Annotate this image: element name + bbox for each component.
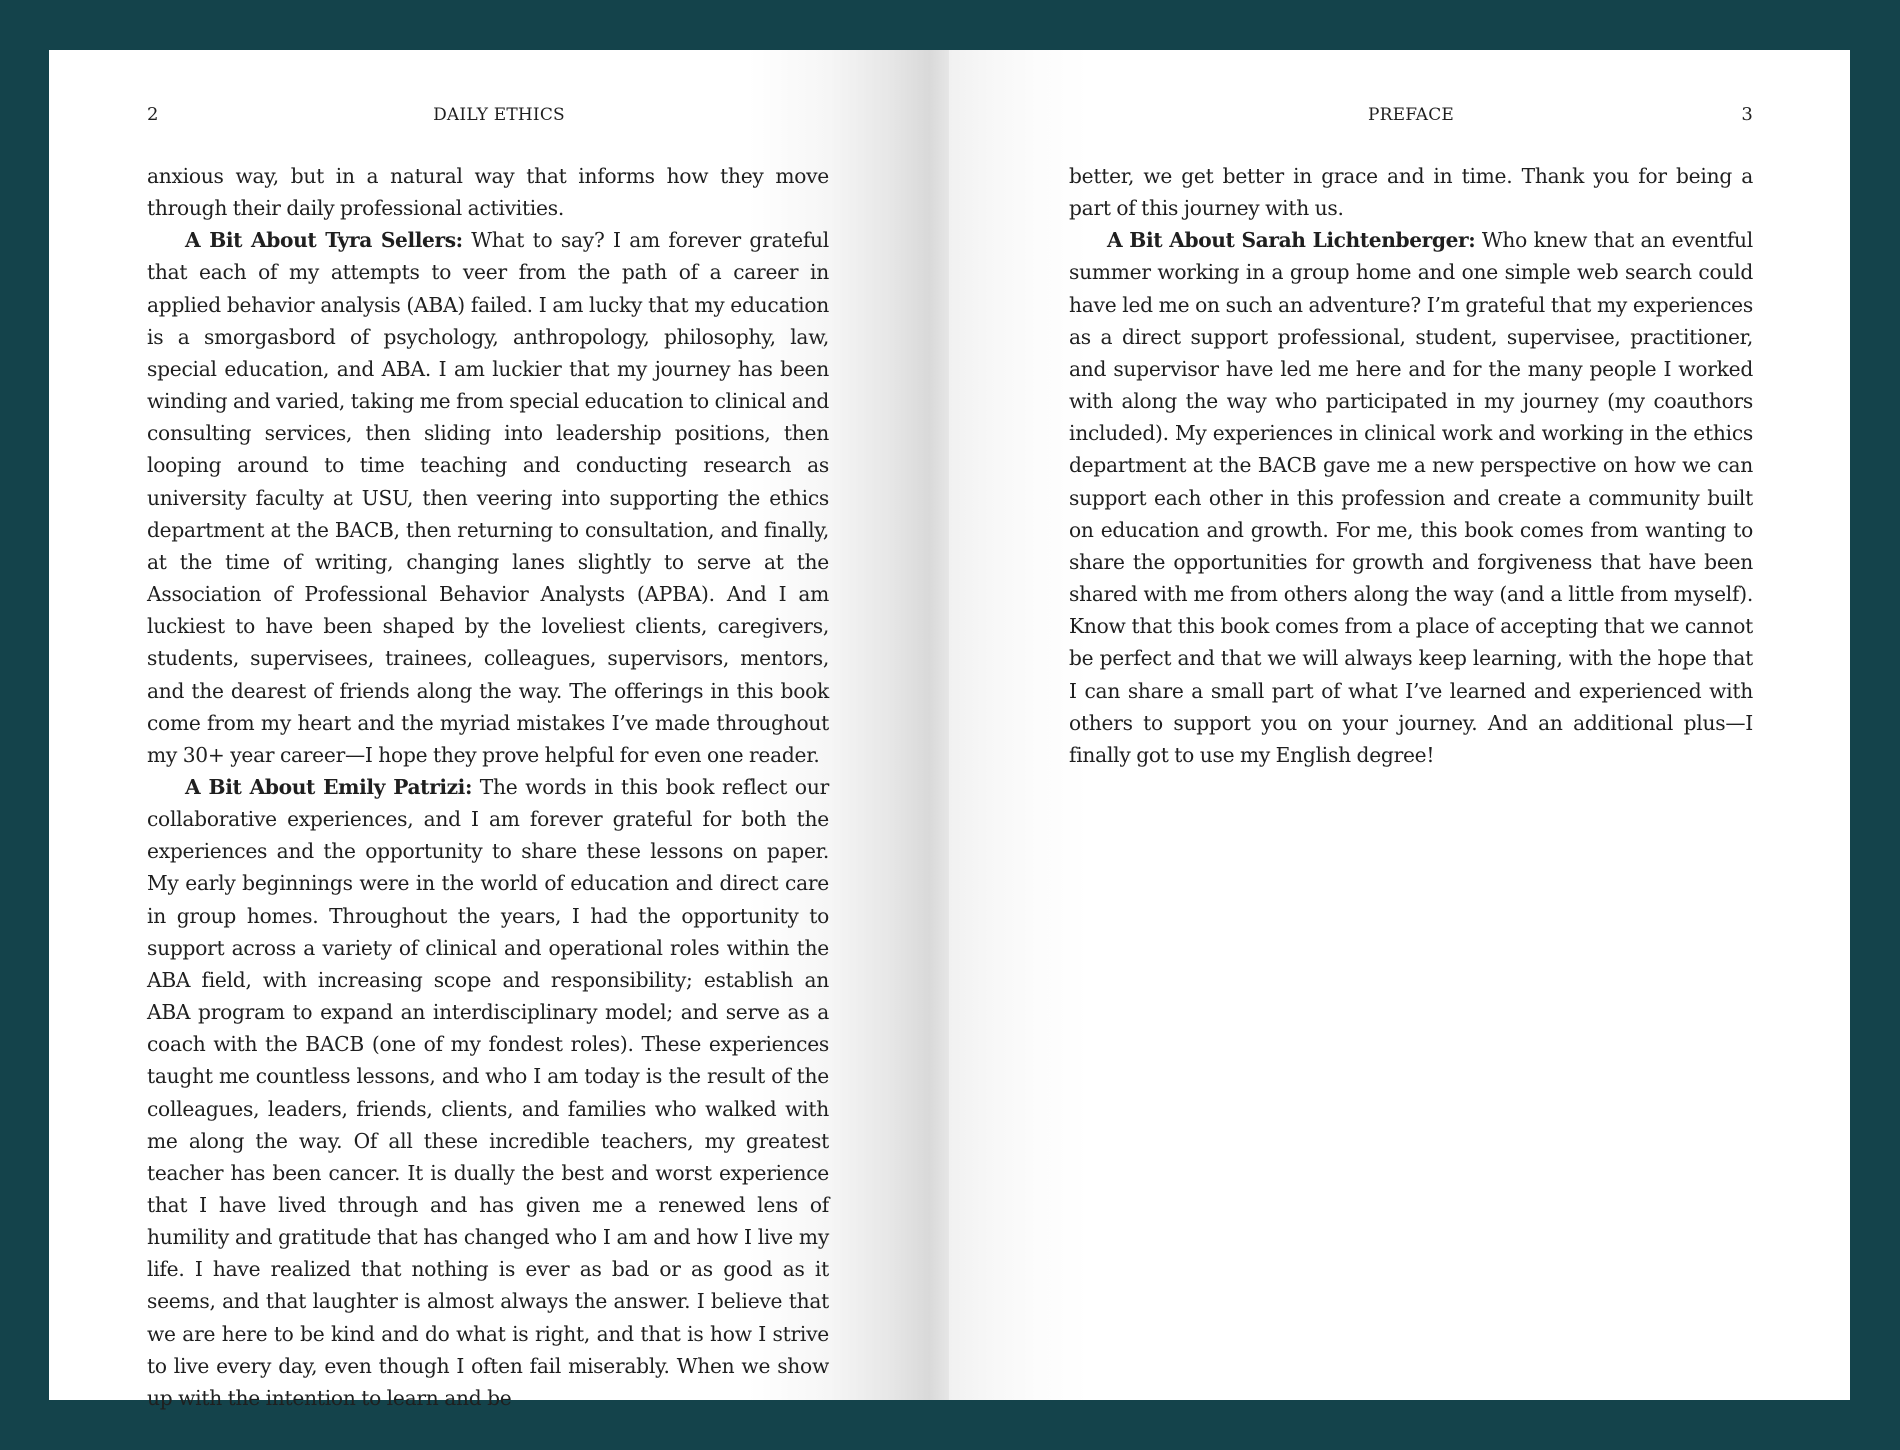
running-head-title: PREFACE [1367,105,1455,125]
paragraph [147,224,829,771]
paragraph-text: Who knew that an eventful summer working in a group home and one simple web search could have led me on such an adventure? I’m grateful that my experiences as a direct support professional, student, supervisee, practitioner, and supervisor have led me here and for the many people I worked with along the way who participated in my journey (my coauthors included). My experiences in clinical work and working in the ethics department at the BACB gave me a new perspective on how we can support each other in this profession and create a community built on education and growth. For me, this book comes from wanting to share the opportunities for growth and forgiveness that have been shared with me from others along the way (and a little from myself). Know that this book comes from a place of accepting that we cannot be perfect and that we will always keep learning, with the hope that I can share a small part of what I’ve learned and experienced with others to support you on your journey. And an additional plus—I finally got to use my English degree! [1069,228,1754,767]
paragraph-lead: A Bit About Emily Patrizi: [185,774,472,799]
page-number: 2 [147,104,159,125]
paragraph-lead: A Bit About Sarah Lichtenberger: [1107,228,1476,253]
running-head [1069,103,1753,127]
right-page [949,50,1850,1400]
paragraph-text: anxious way, but in a natural way that informs how they move through their daily professional activities. [147,164,829,221]
body-text [147,160,829,1414]
running-head-title: DAILY ETHICS [433,105,565,125]
paragraph [1069,160,1753,224]
page-number: 3 [1741,104,1753,125]
paragraph-lead: A Bit About Tyra Sellers: [185,228,463,253]
paragraph-text: better, we get better in grace and in time. Thank you for being a part of this journey with us. [1069,164,1753,221]
paragraph [147,771,829,1414]
paragraph [147,160,829,224]
left-page [49,50,949,1410]
body-text [1069,160,1753,771]
paragraph [1069,224,1753,771]
running-head [147,103,851,127]
paragraph-text: What to say? I am forever grateful that each of my attempts to veer from the path of a career in applied behavior analysis (ABA) failed. I am lucky that my education is a smorgasbord of psychology, anthropology, philosophy, law, special education, and ABA. I am luckier that my journey has been winding and varied, taking me from special education to clinical and consulting services, then sliding into leadership positions, then looping around to time teaching and conducting research as university faculty at USU, then veering into supporting the ethics department at the BACB, then returning to consultation, and finally, at the time of writing, changing lanes slightly to serve at the Association of Professional Behavior Analysts (APBA). And I am luckiest to have been shaped by the loveliest clients, caregivers, students, supervisees, trainees, colleagues, supervisors, mentors, and the dearest of friends along the way. The offerings in this book come from my heart and the myriad mistakes I’ve made throughout my 30+ year career—I hope they prove helpful for even one reader. [147,228,830,767]
book-spread [49,50,1850,1410]
paragraph-text: The words in this book reflect our collaborative experiences, and I am forever grateful for both the experiences and the opportunity to share these lessons on paper. My early beginnings were in the world of education and direct care in group homes. Throughout the years, I had the opportunity to support across a variety of clinical and operational roles within the ABA field, with increasing scope and responsibility; establish an ABA program to expand an interdisciplinary model; and serve as a coach with the BACB (one of my fondest roles). These experiences taught me countless lessons, and who I am today is the result of the colleagues, leaders, friends, clients, and families who walked with me along the way. Of all these incredible teachers, my greatest teacher has been cancer. It is dually the best and worst experience that I have lived through and has given me a renewed lens of humility and gratitude that has changed who I am and how I live my life. I have realized that nothing is ever as bad or as good as it seems, and that laughter is almost always the answer. I believe that we are here to be kind and do what is right, and that is how I strive to live every day, even though I often fail miserably. When we show up with the intention to learn and be [147,774,829,1410]
